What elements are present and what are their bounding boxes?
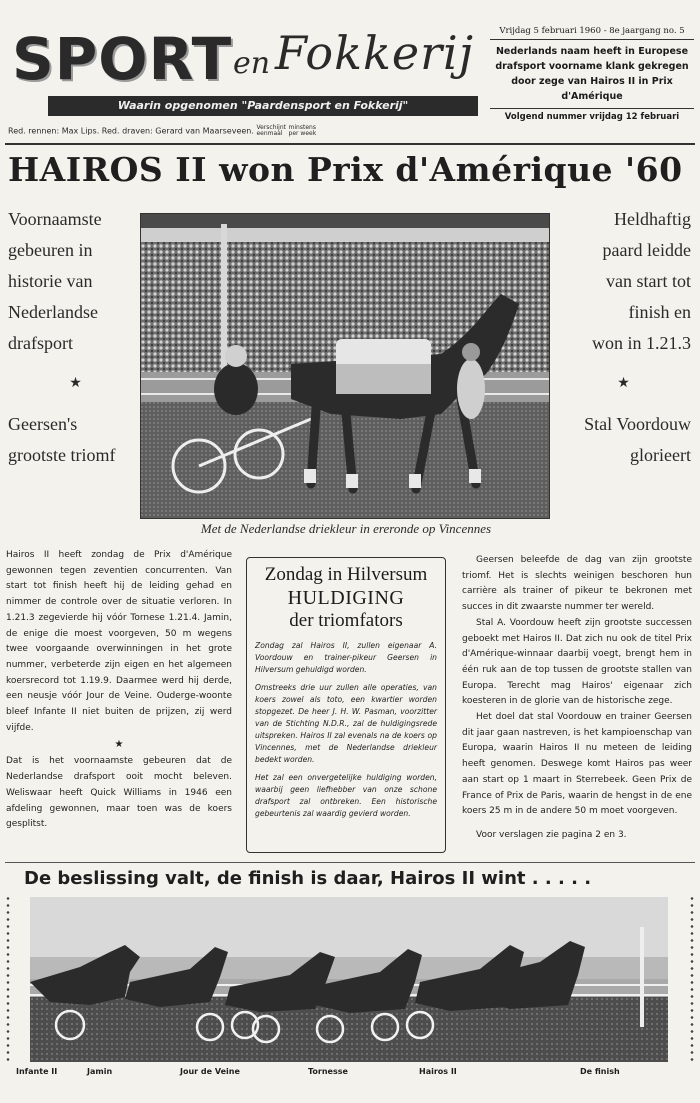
star-icon: ★ [617,376,630,391]
next-issue: Volgend nummer vrijdag 12 februari [504,112,680,122]
editors-line [8,125,478,137]
logo-fokkerij: Fokkerij [275,26,475,80]
masthead [0,0,700,145]
main-headline: HAIROS II won Prix d'Amérique '60 [8,150,683,189]
logo-sport: SPORT [12,25,233,93]
box-paragraph: Zondag zal Hairos II, zullen eigenaar A. Voordouw en trainer-pikeur Geersen in Hilversum gehuldigd worden. [255,641,437,674]
frequency-note-a: Verschijnt eenmaal [256,124,286,137]
box-paragraph: Het zal een onvergetelijke huldiging worden, waarbij geen liefhebber van onze schone drafsport zal ontbreken. Een historische gebeurtenis zal waardig gevierd worden. [255,773,437,818]
section-rule [5,862,695,863]
editors-text: Red. rennen: Max Lips. Red. draven: Gerard van Maarseveen. [8,126,254,136]
paragraph: Hairos II heeft zondag de Prix d'Amérique gewonnen tegen zeventien concurrenten. Van start tot finish heeft hij de leiding gehad en nimmer de controle over de situatie verloren. In 1.21.3 zegevierde hij vóór Tornese 1.21.4. Jamin, de enige die moest voorgeven, 50 m wegens twee voorgaande overwinningen in het grote nummer, verbeterde zijn eigen en het algemeen koersrecord tot 1.19.9. Daarmee werd hij derde, een neusje vóór Jour de Veine. Ouderge-woonte bleef Infante II niet buiten de prijzen, zij werd vijfde. [6,550,232,733]
star-icon: ★ [69,376,82,391]
finish-label: De finish [580,1067,620,1076]
finish-label: Jamin [87,1067,113,1076]
page-reference: Voor verslagen zie pagina 2 en 3. [476,829,627,840]
logo-en: en [233,46,271,81]
paragraph: Stal A. Voordouw heeft zijn grootste successen geboekt met Hairos II. Dat zich nu ook de titel Prix d'Amérique-winnaar daarbij voegt, brengt hem in één ruk aan de top tussen de grootste stallen van Europa. Terecht mag Hairos' eigenaar zich koesteren in de glorie van de historische zege. [462,617,692,707]
photo-illustration [141,214,549,518]
box-title-2: HULDIGING [287,587,405,609]
celebration-box [246,557,446,853]
finish-label: Jour de Veine [180,1067,240,1076]
article-right-column [462,553,692,844]
tagline-bar: Waarin opgenomen "Paardensport en Fokkerij" [48,96,478,116]
deck-right: Heldhaftig paard leidde van start tot finish en won in 1.21.3 ★ Stal Voordouw glorieert [556,204,691,471]
box-title-3: der triomfators [289,610,403,631]
lap-of-honour-photo [140,213,550,519]
finish-label: Hairos II [419,1067,457,1076]
front-teaser: Nederlands naam heeft in Europese drafsport voorname klank gekregen door zege van Hairos II in Prix d'Amérique [490,39,694,109]
box-paragraph: Omstreeks drie uur zullen alle operaties, van koers zowel als toto, een kwartier worden stopgezet. De heer J. H. W. Pasman, voorzitter van de Stichting N.D.R., zal de huldigingsrede uitspreken. Hairos II zal evenals na de koers op Vincennes, met de Nederlandse driekleur bedekt worden. [255,683,437,764]
finish-headline: De beslissing valt, de finish is daar, Hairos II wint . . . . . [24,868,592,889]
finish-photo-illustration [30,897,668,1062]
finish-label: Tornesse [308,1067,348,1076]
masthead-meta [490,26,694,122]
issue-date: Vrijdag 5 februari 1960 - 8e jaargang no. 5 [499,26,685,36]
paragraph: Geersen beleefde de dag van zijn grootste triomf. Het is slechts weinigen beschoren hun carrière als trainer of pikeur te bekronen met succes in dit zwaarste nummer ter wereld. [462,555,692,613]
deck-left: Voornaamste gebeuren in historie van Nederlandse drafsport ★ Geersen's grootste triomf [8,204,143,471]
finish-label: Infante II [16,1067,58,1076]
paragraph: Het doel dat stal Voordouw en trainer Geersen dit jaar gaan nastreven, is het kampioenschap van Europa, waarin Hairos II nu meteen de leiding heeft genomen. Deswege komt Hairos pas weer aan start op 1 maart in Sterrebeek. Geen Prix de France of Prix de Paris, waarin de hengst in de ene koers 25 m in de andere 50 m moet voorgeven. [462,712,692,817]
finish-photo [30,897,668,1062]
photo-caption: Met de Nederlandse driekleur in ereronde op Vincennes [200,521,492,536]
dotted-border-right [690,895,694,1065]
article-left-column [6,548,232,833]
box-title-1: Zondag in Hilversum [264,564,428,585]
paragraph: Dat is het voornaamste gebeuren dat de Nederlandse drafsport ooit mocht beleven. Weliswaar heeft Quick Williams in 1946 een afdeling gewonnen, maar toen was de koers gesplitst. [6,756,232,830]
frequency-note-b: minstens per week [288,124,317,137]
masthead-rule [5,143,695,145]
dotted-border-left [6,895,10,1065]
finish-photo-labels [0,1067,700,1081]
star-icon: ★ [114,739,124,751]
